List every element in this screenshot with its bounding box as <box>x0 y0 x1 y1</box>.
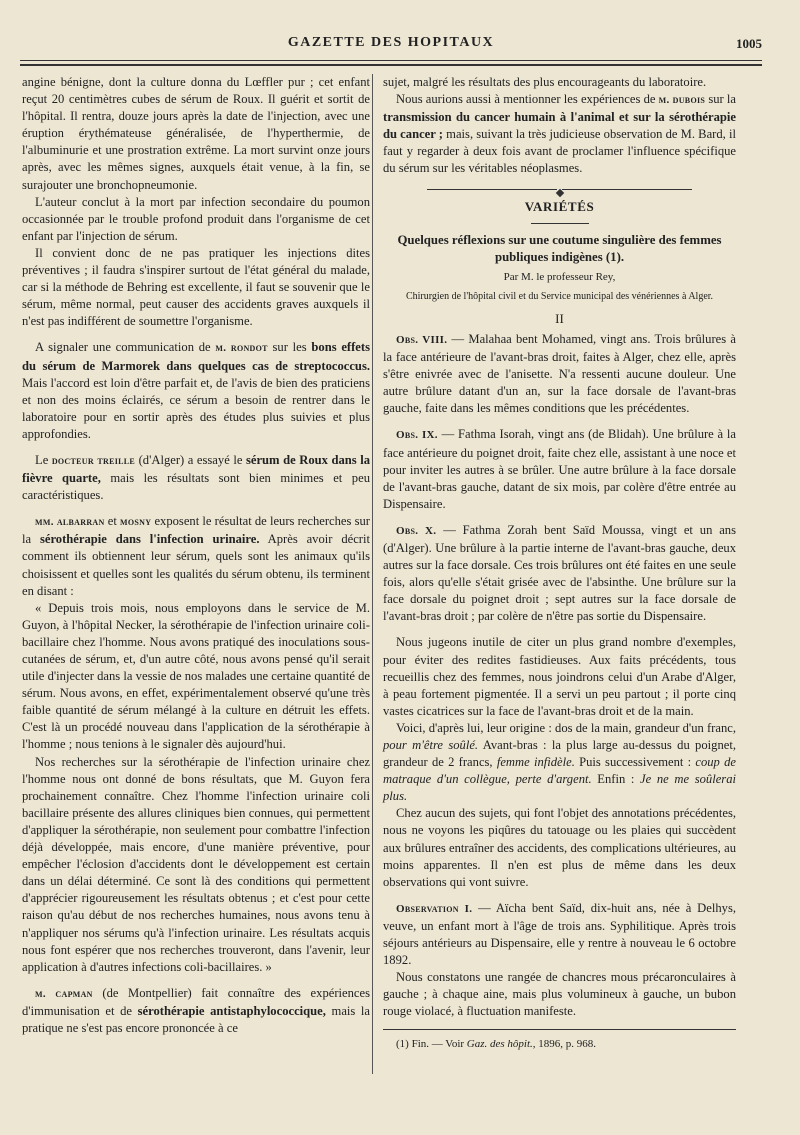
section-rule <box>531 223 589 224</box>
section-title: VARIÉTÉS <box>524 198 595 214</box>
byline: Par M. le professeur Rey, <box>503 270 616 283</box>
paragraph: Il convient donc de ne pas pratiquer les injections dites préventives ; il faudra s'inspirer surtout de l'état général du malade, car si la méthode de Behring est excellente, il faut se souvenir que le sérum, même normal, peut causer des accidents graves auxquels il n'est pas indifférent de soumettre l'organisme. <box>22 245 370 329</box>
paragraph: sujet, malgré les résultats des plus encourageants du laboratoire. <box>383 75 707 89</box>
observation: Obs. X. — Fathma Zorah bent Saïd Moussa, vingt et un ans (d'Alger). Une brûlure à la partie interne de l'avant-bras gauche, deux autres sur la face dorsale. Ces trois brûlures ont été faites en une seule fois, alors qu'elle s'était grisée avec de l'absinthe. Une brûlure sur la face dorsale du poignet droit ; sept autres sur la face dorsale de l'avant-bras droit ; par colère de n'être pas sortie du Dispensaire. <box>383 522 737 624</box>
paragraph: angine bénigne, dont la culture donna du Lœffler pur ; cet enfant reçut 20 centimètres cubes de sérum de Roux. Il guérit et sortit de l'hôpital. Il rentra, douze jours après la date de l'injection, avec une éruption érythémateuse généralisée, de l'hyperthermie, de l'albuminurie et une prostration extrême. La mort survint onze jours après, avec les mêmes signes, auxquels était venue, à la fin, se surajouter une bronchopneumonie. <box>22 75 370 192</box>
author-name: m. capman <box>35 987 93 1000</box>
paragraph: Nous aurions aussi à mentionner les expériences de m. dubois sur la transmission du cancer humain à l'animal et sur la sérothérapie du cancer ; mais, suivant la très judicieuse observation de M. Bard, il faut y regarder à deux fois avant de proclamer l'influence spécifique du sérum sur les véritables néoplasmes. <box>383 92 737 176</box>
paragraph: Chez aucun des sujets, qui font l'objet des annotations précédentes, nous ne voyons les piqûres du tatouage ou les plaies qui succèdent aux brûlures entraîner des accidents, des complications ultérieures, au moins apparentes. Il n'en est plus de même dans les deux observations qui vont suivre. <box>383 806 736 889</box>
paragraph: Nous constatons une rangée de chancres mous précaronculaires à gauche ; à chaque aine, mais plus volumineux à gauche, un bubon rouge violacé, à fluctuation manifeste. <box>383 970 736 1019</box>
page-header <box>20 35 762 57</box>
observation: Obs. IX. — Fathma Isorah, vingt ans (de Blidah). Une brûlure à la face antérieure du poignet droit, faite chez elle, assistant à une noce et pour inviter les autres à se brûler. Une autre brûlure à la face dorsale de l'avant-bras gauche, datant de six mois, par colère d'être entrée au Dispensaire. <box>383 427 736 511</box>
header-rule-thick <box>20 64 762 66</box>
paragraph: mm. albarran et mosny exposent le résultat de leurs recherches sur la sérothérapie dans l'infection urinaire. Après avoir décrit comment ils obtiennent leur sérum, quels sont les animaux qu'ils choisissent et quelles sont les qualités du sérum obtenu, ils terminent en disant : <box>22 514 370 598</box>
paragraph: Nous jugeons inutile de citer un plus grand nombre d'exemples, pour éviter des redites fastidieuses. Aux faits précédents, tous recueillis chez des femmes, nous joindrons celui d'un Arabe d'Alger, à peau fortement pigmentée. Il a servi un peu partout ; il porte cinq vastes cicatrices sur la face de l'avant-bras droit et de la main. <box>383 635 736 718</box>
footnote-rule <box>383 1029 736 1030</box>
author-name: mm. albarran <box>35 516 105 529</box>
footnote: (1) Fin. — Voir Gaz. des hôpit., 1896, p. 968. <box>396 1037 597 1050</box>
paragraph: m. capman (de Montpellier) fait connaître des expériences d'immunisation et de sérothérapie antistaphylococcique, mais la pratique ne s'est pas encore prononcée à ce <box>22 985 370 1035</box>
paragraph: L'auteur conclut à la mort par infection secondaire du poumon occasionnée par le trouble profond produit dans l'organisme de cet enfant par l'injection de sérum. <box>22 194 370 243</box>
paragraph: A signaler une communication de m. rondot sur les bons effets du sérum de Marmorek dans quelques cas de streptococcus. Mais l'accord est loin d'être parfait et, de l'avis de bien des praticiens et non des moins éclairés, ce sérum a besoin de rentrer dans le laboratoire pour en sortir après des études plus suivies et plus approfondies. <box>22 340 370 441</box>
header-rule <box>20 60 762 61</box>
running-title: GAZETTE DES HOPITAUX <box>287 35 495 50</box>
quotation: « Depuis trois mois, nous employons dans le service de M. Guyon, à l'hôpital Necker, la sérothérapie de l'infection urinaire coli-bacillaire chez l'homme. Nous avons pratiqué des inoculations sous-cutanées de sérum, et, d'un autre côté, nous avons pensé qu'il serait utile d'injecter dans la vessie de nos malades une certaine quantité de sérum. Nous avons, en effet, expérimentalement observé qu'une très faible quantité de sérum mélangé à la culture en détruit les effets. C'est là un procédé nouveau dans l'application de la sérothérapie à l'homme ; nous tenions à le signaler dès aujourd'hui. <box>22 600 370 752</box>
diamond-icon <box>555 188 563 196</box>
author-name: m. rondot <box>215 342 268 355</box>
paragraph: Le docteur treille (d'Alger) a essayé le sérum de Roux dans la fièvre quarte, mais les résultats sont bien minimes et peu caractéristiques. <box>22 452 371 503</box>
observation: Obs. VIII. — Malahaa bent Mohamed, vingt ans. Trois brûlures à la face antérieure de l'avant-bras droit, faites à Alger, chez elle, après s'être enivrée avec de l'anisette. N'a ressenti aucune douleur. Une autre brûlure datant d'un an, sur la face dorsale de l'avant-bras gauche, faite dans les mêmes conditions que les précédentes. <box>383 331 736 416</box>
paragraph: Voici, d'après lui, leur origine : dos de la main, grandeur d'un franc, pour m'être soûlé. Avant-bras : la plus large au-dessus du poignet, grandeur de 2 francs, femme infidèle. Puis successivement : coup de matraque d'un collègue, perte d'argent. Enfin : Je ne me soûlerai plus. <box>383 720 736 804</box>
author-name: docteur treille <box>51 454 136 467</box>
observation: Observation I. — Aïcha bent Saïd, dix-huit ans, née à Delhys, veuve, un enfant mort à l'âge de trois ans. Syphilitique. Après trois séjours antérieurs au Dispensaire, elle y rentre à nouveau le 6 octobre 1892. <box>383 900 736 968</box>
author-name: mosny <box>120 516 152 529</box>
article-title: Quelques réflexions sur une coutume singulière des femmes publiques indigènes (1). <box>397 232 722 264</box>
column-divider <box>372 74 373 1074</box>
right-column <box>383 74 736 1053</box>
page-number: 1005 <box>736 36 762 51</box>
ornament-divider <box>383 184 736 194</box>
author-name: m. dubois <box>658 94 706 107</box>
part-number: II <box>555 310 564 326</box>
quotation: Nos recherches sur la sérothérapie de l'infection urinaire chez l'homme nous ont donné de bons résultats, que M. Guyon fera prochainement connaître. Chez l'homme l'infection urinaire coli bacillaire présente des allures cliniques bien connues, qui permettent d'appliquer la sérothérapie, non seulement pour combattre l'infection déjà développée, mais encore, d'une manière préventive, pour empêcher l'éclosion d'accidents dont le développement est certain dans un délai déterminé. Ce sont là des conditions qui permettent d'apprécier rigoureusement les résultats obtenus ; et c'est pour cette raison qu'au début de nos recherches humaines, nous avons tenu à n'appliquer nos sérums qu'à l'infection urinaire. Les résultats acquis nous font espérer que nos recherches trouveront, dans l'avenir, leur application à d'autres infections coli-bacillaires. » <box>22 754 370 974</box>
left-column <box>22 74 370 1037</box>
author-affiliation: Chirurgien de l'hôpital civil et du Service municipal des vénériennes à Alger. <box>405 290 714 302</box>
